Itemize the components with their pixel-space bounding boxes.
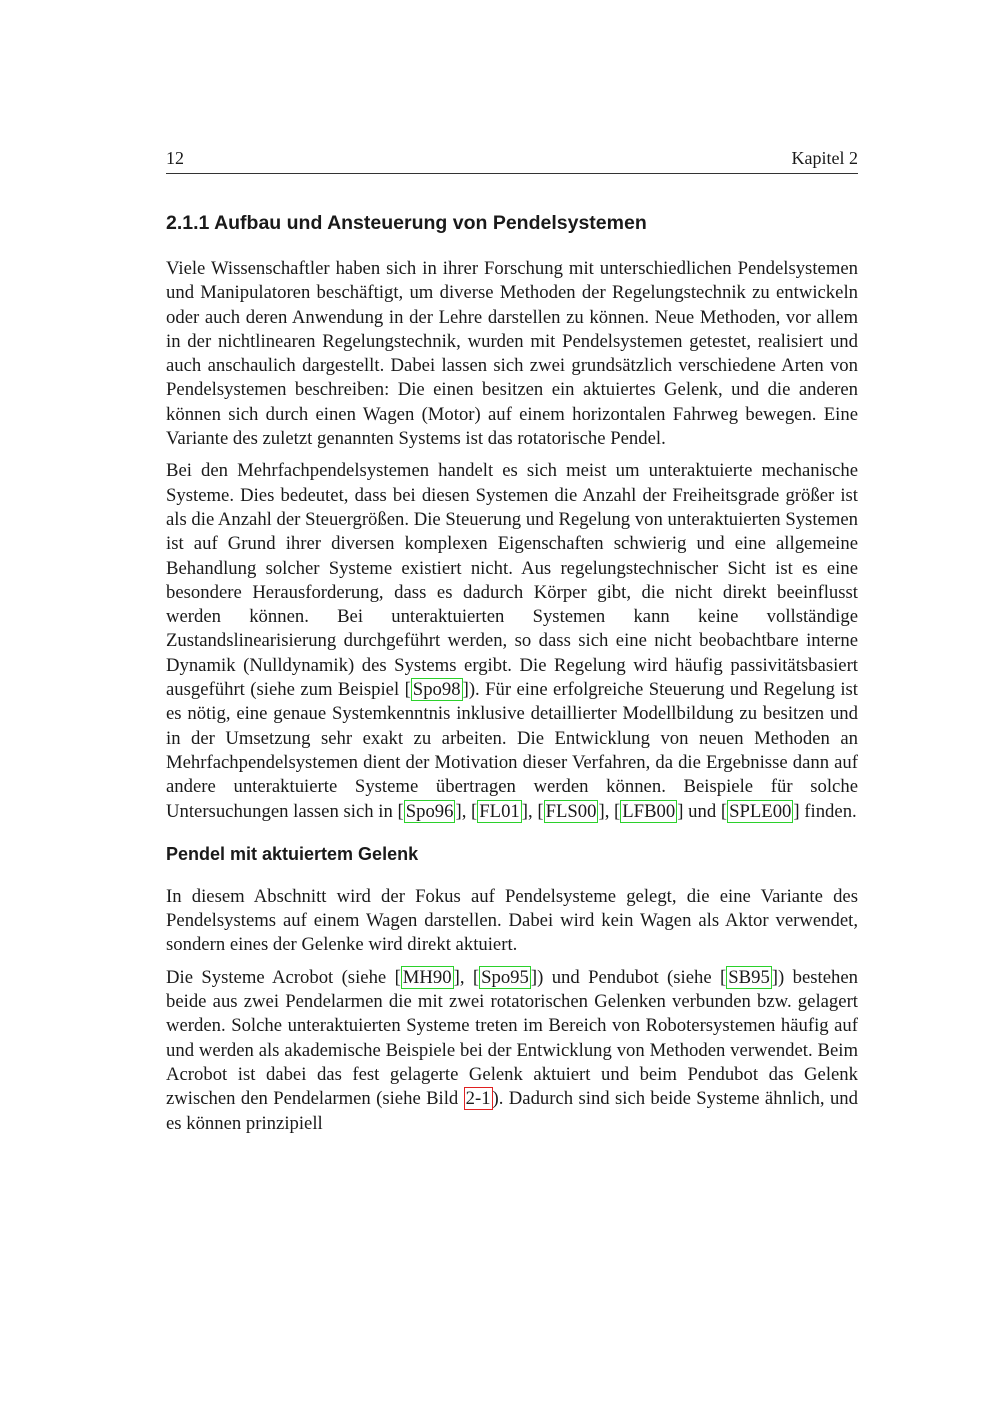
text-run: Bei den Mehrfachpendelsystemen handelt es sich meist um unteraktuierte mechanische Systeme. Dies bedeutet, dass bei diesen Systemen die Anzahl der Freiheitsgrade größer ist als die Anzahl der Steuergrößen. Die Steuerung und Regelung von unteraktuierten Systemen ist auf Grund ihrer diversen komplexen Eigenschaften schwierig und eine allgemeine Behandlung solcher Systeme existiert nicht. Aus regelungstechnischer Sicht ist es eine besondere Herausforderung, dass es dadurch Körper gibt, die nicht direkt beeinflusst werden können. Bei unteraktuierten Systemen kann keine vollständige Zustandslinearisierung durchgeführt werden, so dass sich eine nicht beobachtbare interne Dynamik (Nulldynamik) des Systems ergibt. Die Regelung wird häufig passivitätsbasiert ausgeführt (siehe zum Beispiel bbox=[166, 460, 858, 701]
citation-link[interactable]: SPLE00 bbox=[729, 800, 792, 822]
citation-link[interactable]: Spo96 bbox=[405, 800, 454, 822]
citation-link[interactable]: MH90 bbox=[402, 966, 452, 988]
text-run: ) und Pendubot (siehe bbox=[537, 966, 721, 988]
paragraph-underactuated: Bei den Mehrfachpendelsystemen handelt es sich meist um unteraktuierte mechanische Systeme. Dies bedeutet, dass bei diesen Systemen die Anzahl der Freiheitsgrade größer ist als die Anzahl der Steuergrößen. Die Steuerung und Regelung von unteraktuierten Systemen ist auf Grund ihrer diversen komplexen Eigenschaften schwierig und eine allgemeine Behandlung solcher Systeme existiert nicht. Aus regelungstechnischer Sicht ist es eine besondere Herausforderung, dass es dadurch Körper gibt, die nicht direkt beeinflusst werden können. Bei unteraktuierten Systemen kann keine vollständige Zustandslinearisierung durchgeführt werden, so dass sich eine nicht beobachtbare interne Dynamik (Nulldynamik) des Systems ergibt. Die Regelung wird häufig passivitätsbasiert ausgeführt (siehe zum Beispiel [ Spo98 ]). Für eine erfolgreiche Steuerung und Regelung ist es nötig, eine genaue Systemkenntnis inklusive detaillierter Modellbildung zu besitzen und in der Umsetzung sehr exakt zu arbeiten. Die Entwicklung von neuen Methoden an Mehrfachpendelsystemen dient der Motivation dieser Verfahren, da die Ergebnisse dann auf andere unteraktuierte Systeme übertragen werden können. Beispiele für solche Untersuchungen lassen sich in [ Spo96 ], [ FL01 ], [ FLS00 ], [ LFB00 ] und [ SPLE00 ] finden. bbox=[166, 460, 858, 822]
citation-link[interactable]: SB95 bbox=[728, 966, 770, 988]
chapter-label: Kapitel 2 bbox=[791, 148, 858, 168]
citation-link[interactable]: FL01 bbox=[479, 800, 520, 822]
page-number: 12 bbox=[166, 148, 184, 168]
running-head bbox=[166, 148, 858, 174]
citation-link[interactable]: FLS00 bbox=[545, 800, 597, 822]
text-run: ). Für eine erfolgreiche Steuerung und Regelung ist es nötig, eine genaue Systemkenntnis inklusive detaillierter Modellbildung zu besitzen und in der Umsetzung sehr exakt zu arbeiten. Die Entwicklung von neuen Methoden an Mehrfachpendelsystemen dient der Motivation dieser Verfahren, da die Ergebnisse dann auf andere unteraktuierte Systeme übertragen werden können. Beispiele für solche Untersuchungen lassen sich in bbox=[166, 679, 858, 822]
citation-link[interactable]: Spo98 bbox=[412, 679, 461, 701]
text-run: finden. bbox=[799, 800, 857, 822]
figure-reference-link[interactable]: 2-1 bbox=[465, 1088, 491, 1110]
paragraph-intro: Viele Wissenschaftler haben sich in ihrer Forschung mit unterschiedlichen Pendelsystemen und Manipulatoren beschäftigt, um diverse Methoden der Regelungstechnik zu entwickeln oder auch deren Anwendung in der Lehre darstellen zu können. Neue Methoden, vor allem in der nichtlinearen Regelungstechnik, wurden mit Pendelsystemen getestet, realisiert und auch anschaulich dargestellt. Dabei lassen sich zwei grundsätzlich verschiedene Arten von Pendelsystemen beschreiben: Die einen besitzen ein aktuiertes Gelenk, und die anderen können sich durch einen Wagen (Motor) auf einem horizontalen Fahrweg bewegen. Eine Variante des zuletzt genannten Systems ist das rotatorische Pendel. bbox=[166, 258, 858, 450]
page bbox=[166, 148, 858, 1144]
text-run: Die Systeme Acrobot (siehe bbox=[166, 966, 395, 988]
text-run: und bbox=[683, 800, 721, 822]
citation-link[interactable]: LFB00 bbox=[622, 800, 676, 822]
section-title: 2.1.1 Aufbau und Ansteuerung von Pendelsystemen bbox=[166, 212, 647, 234]
text-run: ). Dadurch sind sich beide Systeme ähnlich, und es können prinzipiell bbox=[166, 1088, 858, 1134]
paragraph-focus: In diesem Abschnitt wird der Fokus auf Pendelsysteme gelegt, die eine Variante des Pendelsystems auf einem Wagen darstellen. Dabei wird kein Wagen als Aktor verwendet, sondern eines der Gelenke wird direkt aktuiert. bbox=[166, 885, 858, 956]
citation-link[interactable]: Spo95 bbox=[481, 966, 529, 988]
text-run: ) bestehen beide aus zwei Pendelarmen die mit zwei rotatorischen Gelenken verbunden bzw. gelagert werden. Solche unteraktuierten Systeme treten im Bereich von Robotersystemen häufig auf und werden als akademische Beispiele bei der Entwicklung von Methoden verwendet. Beim Acrobot ist dabei das fest gelagerte Gelenk aktuiert und beim Pendubot das Gelenk zwischen den Pendelarmen (siehe Bild bbox=[166, 966, 858, 1110]
subsection-title: Pendel mit aktuiertem Gelenk bbox=[166, 843, 419, 864]
paragraph-acrobot-pendubot: Die Systeme Acrobot (siehe [ MH90 ], [ Spo95 ]) und Pendubot (siehe [ SB95 ]) bestehen beide aus zwei Pendelarmen die mit zwei rotatorischen Gelenken verbunden bzw. gelagert werden. Solche unteraktuierten Systeme treten im Bereich von Robotersystemen häufig auf und werden als akademische Beispiele bei der Entwicklung von Methoden verwendet. Beim Acrobot ist dabei das fest gelagerte Gelenk aktuiert und beim Pendubot das Gelenk zwischen den Pendelarmen (siehe Bild 2-1 ). Dadurch sind sich beide Systeme ähnlich, und es können prinzipiell bbox=[166, 966, 858, 1134]
